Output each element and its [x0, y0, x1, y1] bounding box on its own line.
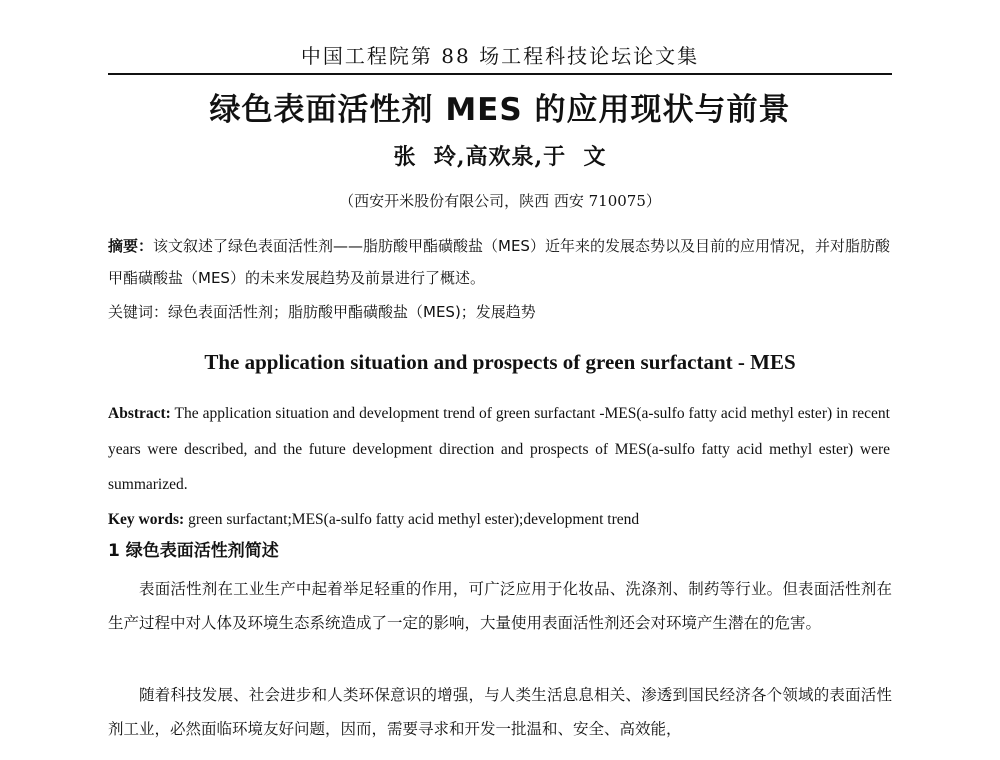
paper-title-en: The application situation and prospects of green surfactant - MES	[204, 350, 796, 374]
header-rule	[108, 73, 892, 75]
paper-affiliation: （西安开米股份有限公司，陕西 西安 710075）	[339, 192, 661, 210]
section-heading-1: 1 绿色表面活性剂简述	[108, 541, 279, 561]
paper-authors: 张 玲,高欢泉,于 文	[393, 144, 607, 170]
keywords-cn	[108, 296, 892, 328]
proceedings-header: 中国工程院第 88 场工程科技论坛论文集	[300, 44, 700, 68]
keywords-en-label: Key words:	[108, 511, 185, 528]
abstract-en-text: The application situation and development trend of green surfactant -MES(a-sulfo fatty acid methyl ester) in recent years were described, and the future development direction and prospects of MES(a-sulfo fatty acid methyl ester) were summarized.	[108, 405, 890, 493]
body-paragraph-1: 表面活性剂在工业生产中起着举足轻重的作用，可广泛应用于化妆品、洗涤剂、制药等行业。但表面活性剂在生产过程中对人体及环境生态系统造成了一定的影响，大量使用表面活性剂还会对环境产生潜在的危害。	[108, 580, 892, 632]
keywords-en	[108, 504, 890, 536]
abstract-en-label: Abstract:	[108, 405, 171, 422]
abstract-cn	[108, 230, 892, 294]
abstract-cn-label: 摘要：	[108, 237, 154, 255]
abstract-en	[108, 396, 890, 503]
keywords-en-text: green surfactant;MES(a-sulfo fatty acid methyl ester);development trend	[184, 511, 640, 528]
keywords-cn-label: 关键词：	[108, 303, 169, 321]
abstract-cn-text: 该文叙述了绿色表面活性剂——脂肪酸甲酯磺酸盐（MES）近年来的发展态势以及目前的应用情况，并对脂肪酸甲酯磺酸盐（MES）的未来发展趋势及前景进行了概述。	[108, 237, 890, 287]
paper-title: 绿色表面活性剂 MES 的应用现状与前景	[209, 92, 791, 128]
keywords-cn-text: 绿色表面活性剂；脂肪酸甲酯磺酸盐（MES)；发展趋势	[168, 303, 536, 321]
body-paragraph-2: 随着科技发展、社会进步和人类环保意识的增强，与人类生活息息相关、渗透到国民经济各个领域的表面活性剂工业，必然面临环境友好问题，因而，需要寻求和开发一批温和、安全、高效能，	[108, 686, 892, 738]
